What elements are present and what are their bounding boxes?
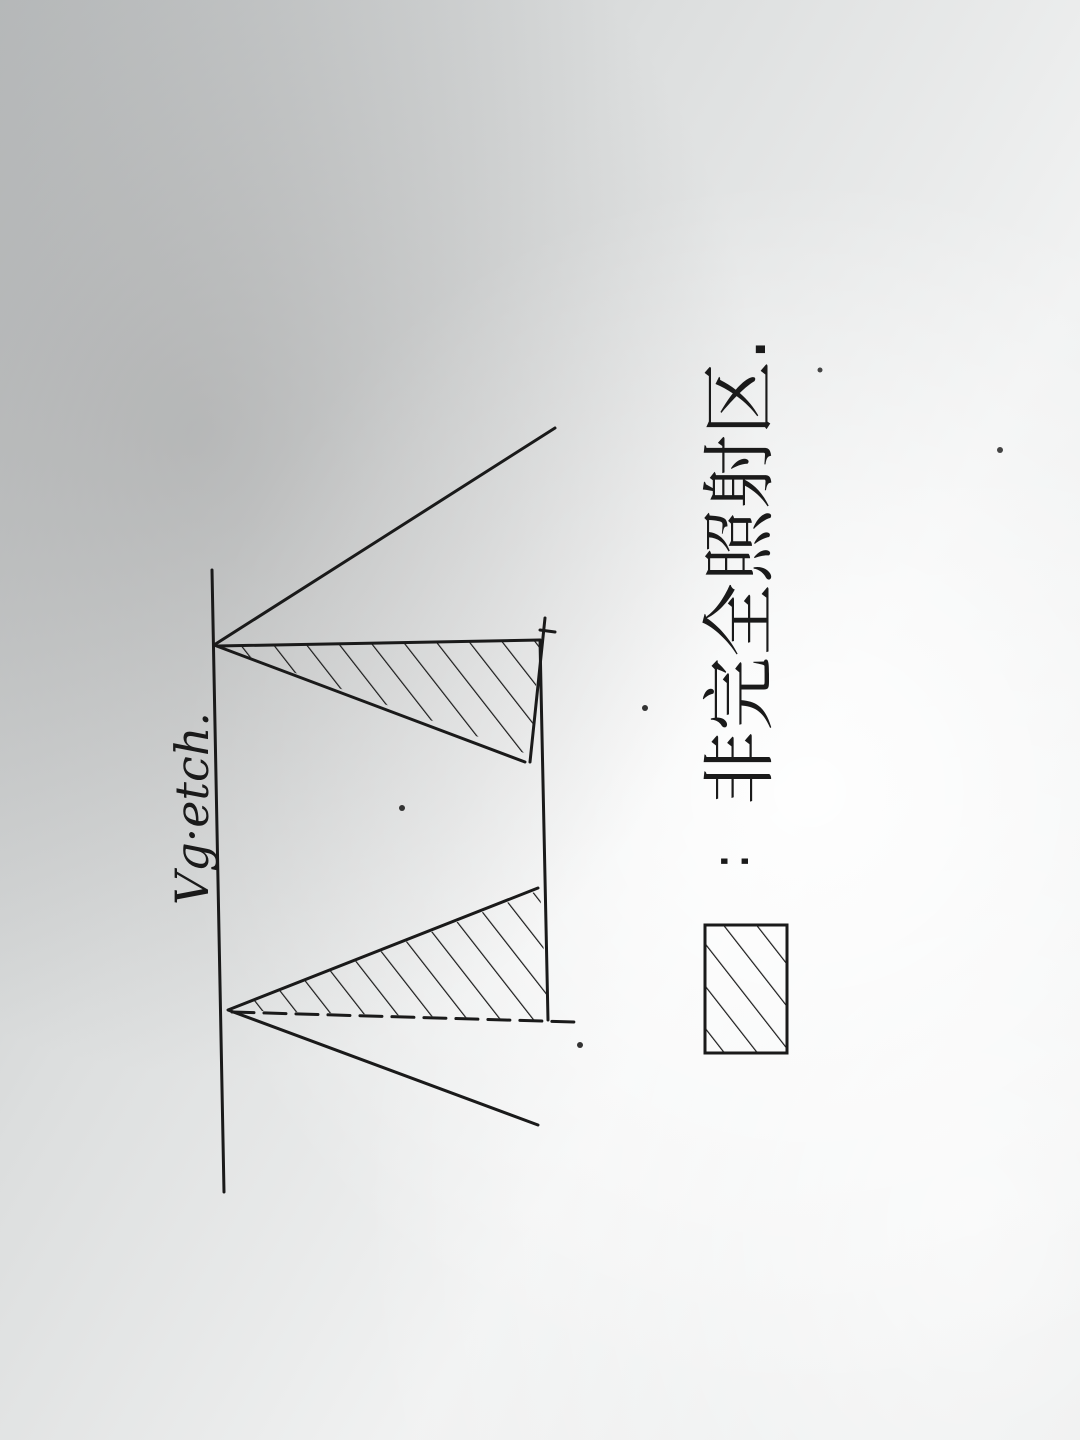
upper-partial-exposure-region <box>218 640 540 755</box>
hatched-square-icon <box>705 925 787 1053</box>
ink-speck <box>818 368 823 373</box>
legend-text: 非完全照射区. <box>697 337 783 805</box>
upper-edge-tick <box>540 630 555 632</box>
ink-speck <box>642 705 648 711</box>
ink-speck <box>997 447 1003 453</box>
legend-separator: : <box>701 852 761 870</box>
ink-speck <box>577 1042 583 1048</box>
etch-label: Vg·etch. <box>165 711 219 905</box>
lower-partial-exposure-region <box>230 890 548 1020</box>
ink-speck <box>399 805 405 811</box>
